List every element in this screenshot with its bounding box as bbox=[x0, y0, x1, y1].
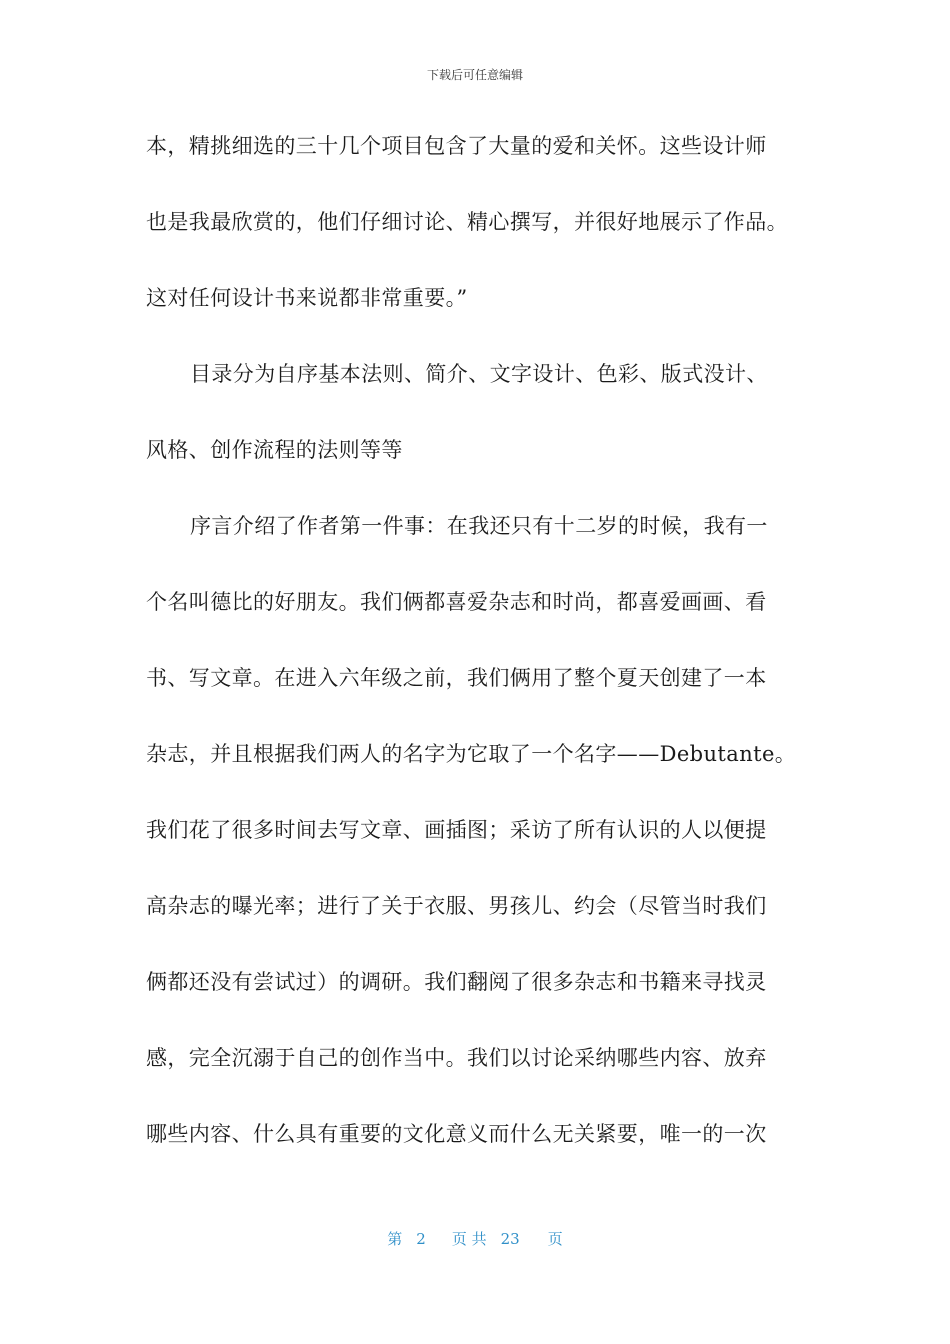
current-page-number: 2 bbox=[416, 1230, 426, 1248]
text-line: 哪些内容、什么具有重要的文化意义而什么无关紧要，唯一的一次 bbox=[146, 1122, 767, 1146]
footer-prefix: 第 bbox=[387, 1230, 403, 1248]
text-line: 我们花了很多时间去写文章、画插图；采访了所有认识的人以便提 bbox=[146, 818, 767, 842]
text-line: 这对任何设计书来说都非常重要。” bbox=[146, 286, 468, 310]
footer-middle: 页 共 bbox=[451, 1230, 487, 1248]
text-line: 序言介绍了作者第一件事：在我还只有十二岁的时候，我有一 bbox=[190, 514, 768, 538]
text-line: 目录分为自序基本法则、简介、文字设计、色彩、版式没计、 bbox=[190, 362, 768, 386]
text-line: 感，完全沉溺于自己的创作当中。我们以讨论采纳哪些内容、放弃 bbox=[146, 1046, 767, 1070]
text-line: 高杂志的曝光率；进行了关于衣服、男孩儿、约会（尽管当时我们 bbox=[146, 894, 767, 918]
header-note: 下载后可任意编辑 bbox=[426, 68, 523, 82]
text-line: 风格、创作流程的法则等等 bbox=[146, 438, 403, 462]
text-line: 俩都还没有尝试过）的调研。我们翻阅了很多杂志和书籍来寻找灵 bbox=[146, 970, 767, 994]
text-line: 也是我最欣赏的，他们仔细讨论、精心撰写，并很好地展示了作品。 bbox=[146, 210, 788, 234]
text-line: 个名叫德比的好朋友。我们俩都喜爱杂志和时尚，都喜爱画画、看 bbox=[146, 590, 767, 614]
text-line: 书、写文章。在进入六年级之前，我们俩用了整个夏天创建了一本 bbox=[146, 666, 767, 690]
page-footer bbox=[0, 1228, 950, 1249]
text-line: 杂志，并且根据我们两人的名字为它取了一个名字——Debutante。 bbox=[146, 742, 797, 766]
document-body bbox=[146, 124, 810, 1188]
text-line: 本，精挑细选的三十几个项目包含了大量的爱和关怀。这些设计师 bbox=[146, 134, 767, 158]
footer-suffix: 页 bbox=[547, 1230, 563, 1248]
total-page-number: 23 bbox=[500, 1230, 520, 1248]
